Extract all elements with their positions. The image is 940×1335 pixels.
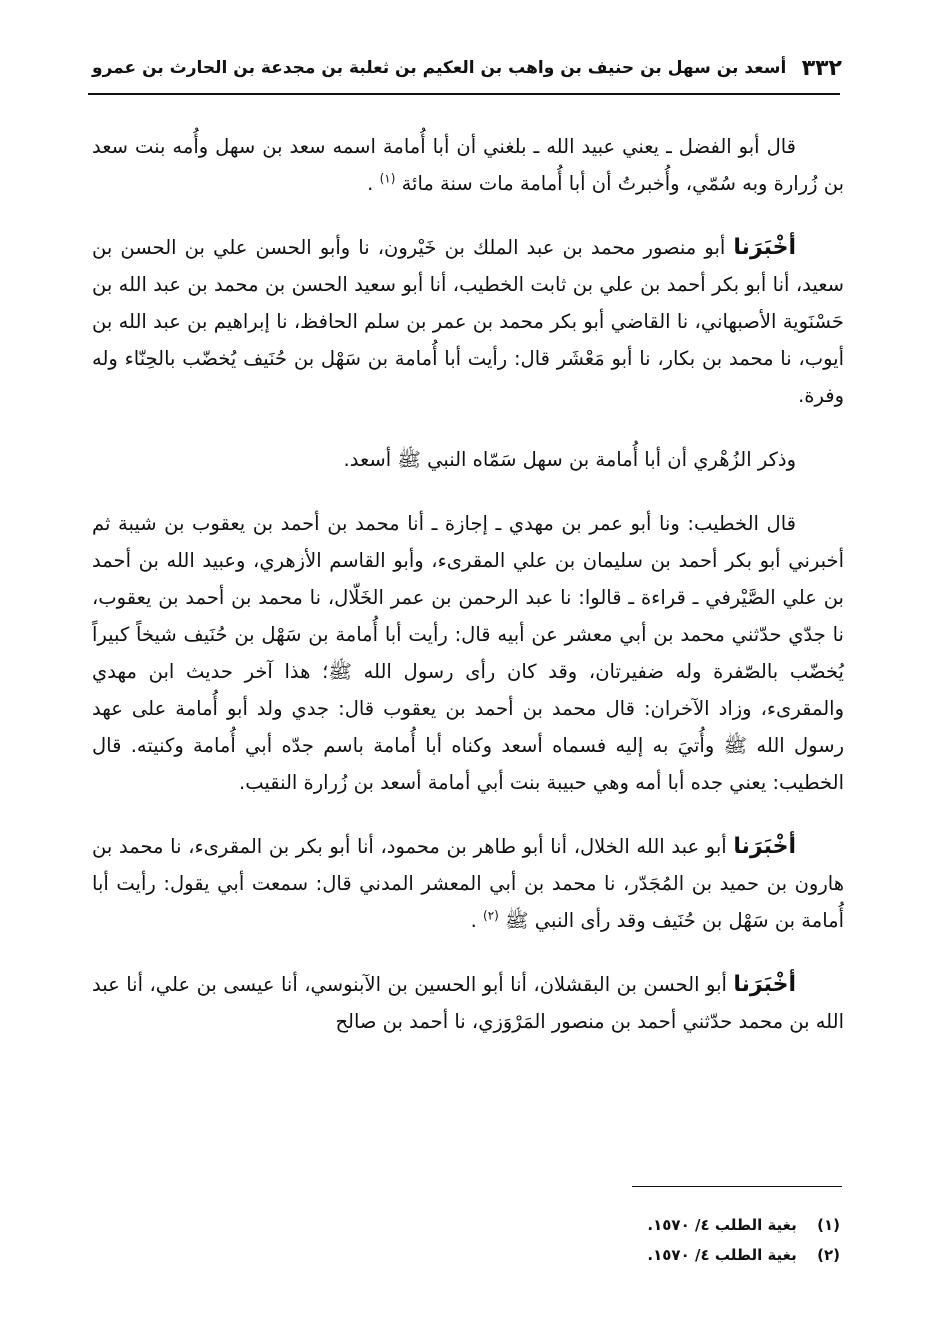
footnote-text: بغية الطلب ٤/ ١٥٧٠. — [647, 1246, 797, 1264]
paragraph — [92, 128, 844, 202]
paragraph-tail: . — [470, 909, 477, 932]
isnad-lead: أخْبَرَنا — [733, 235, 797, 260]
paragraph-text: قال الخطيب: ونا أبو عمر بن مهدي ـ إجازة ـ أنا محمد بن أحمد بن يعقوب بن شيبة ثم أخبرني أبو بكر أحمد بن سليمان بن علي المقرىء، وأبو القاسم الأزهري، وعبيد الله بن أحمد بن علي الصَّيْرفي ـ قراءة ـ قالوا: نا عبد الرحمن بن عمر الخَلّال، نا محمد بن أحمد بن يعقوب، نا جدّي حدّثني محمد بن أبي معشر عن أبيه قال: رأيت أبا أُمامة بن سَهْل بن حُنَيف شيخاً كبيراً يُخضّب بالصّفرة وله ضفيرتان، وقد كان رأى رسول الله ﷺ؛ هذا آخر حديث ابن مهدي والمقرىء، وزاد الآخران: قال محمد بن أحمد بن يعقوب قال: جدي ولد أبو أُمامة على عهد رسول الله ﷺ وأُتيَ به إليه فسماه أسعد وكناه أبا أُمامة باسم جدّه أبي أُمامة وكنيته. قال الخطيب: يعني جده أبا أمه وهي حبيبة بنت أبي أمامة أسعد بن زُرارة النقيب. — [92, 512, 844, 794]
paragraph-text: وذكر الزُهْري أن أبا أُمامة بن سهل سَمّاه النبي ﷺ أسعد. — [343, 448, 796, 471]
paragraph-text: أبو عبد الله الخلال، أنا أبو طاهر بن محمود، أنا أبو بكر بن المقرىء، نا محمد بن هارون بن حميد بن المُجَدّر، نا محمد بن أبي المعشر المدني قال: سمعت أبي يقول: رأيت أبا أُمامة بن سَهْل بن حُنَيف وقد رأى النبي ﷺ — [92, 835, 844, 932]
footnote — [560, 1210, 840, 1240]
paragraph — [92, 505, 844, 801]
main-text — [92, 128, 844, 1067]
isnad-lead: أخْبَرَنا — [733, 834, 796, 859]
header-title: أسعد بن سهل بن حنيف بن واهب بن العكيم بن ثعلبة بن مجدعة بن الحارث بن عمرو — [92, 58, 787, 78]
paragraph-tail: . — [367, 172, 374, 195]
footnote — [560, 1240, 840, 1270]
footnote-number: (١) — [817, 1216, 840, 1234]
paragraph-text: أبو الحسن بن البقشلان، أنا أبو الحسين بن الآبنوسي، أنا عيسى بن علي، أنا عبد الله بن محمد حدّثني أحمد بن منصور المَرْوَزي، نا أحمد بن صالح — [92, 973, 844, 1033]
isnad-lead: أخْبَرَنا — [733, 972, 796, 997]
footnote-ref: (٢) — [483, 908, 499, 923]
footnote-ref: (١) — [379, 171, 396, 186]
paragraph — [92, 441, 844, 478]
page-number: ٣٣٢ — [801, 56, 842, 81]
running-header — [92, 50, 844, 90]
footnotes — [560, 1210, 840, 1270]
footnote-number: (٢) — [817, 1246, 840, 1264]
footnote-text: بغية الطلب ٤/ ١٥٧٠. — [647, 1216, 797, 1234]
paragraph-text: قال أبو الفضل ـ يعني عبيد الله ـ بلغني أن أبا أُمامة اسمه سعد بن سهل وأُمه بنت سعد بن زُرارة وبه سُمّي، وأُخبرتُ أن أبا أُمامة مات سنة مائة — [92, 135, 844, 195]
paragraph-text: أبو منصور محمد بن عبد الملك بن خَيْرون، نا وأبو الحسن علي بن الحسن بن سعيد، أنا أبو بكر أحمد بن علي بن ثابت الخطيب، أنا أبو سعيد الحسن بن محمد بن عبد الله بن حَسْنَوية الأصبهاني، نا القاضي أبو بكر محمد بن عمر بن سلم الحافظ، نا إبراهيم بن عبد الله بن أيوب، نا محمد بن بكار، نا أبو مَعْشَر قال: رأيت أبا أُمامة بن سَهْل بن حُنَيف يُخضّب بالحِنّاء وله وفرة. — [92, 236, 844, 407]
paragraph — [92, 828, 844, 939]
header-divider — [88, 93, 840, 95]
footnote-divider — [632, 1186, 842, 1187]
paragraph — [92, 966, 844, 1040]
paragraph — [92, 229, 844, 414]
